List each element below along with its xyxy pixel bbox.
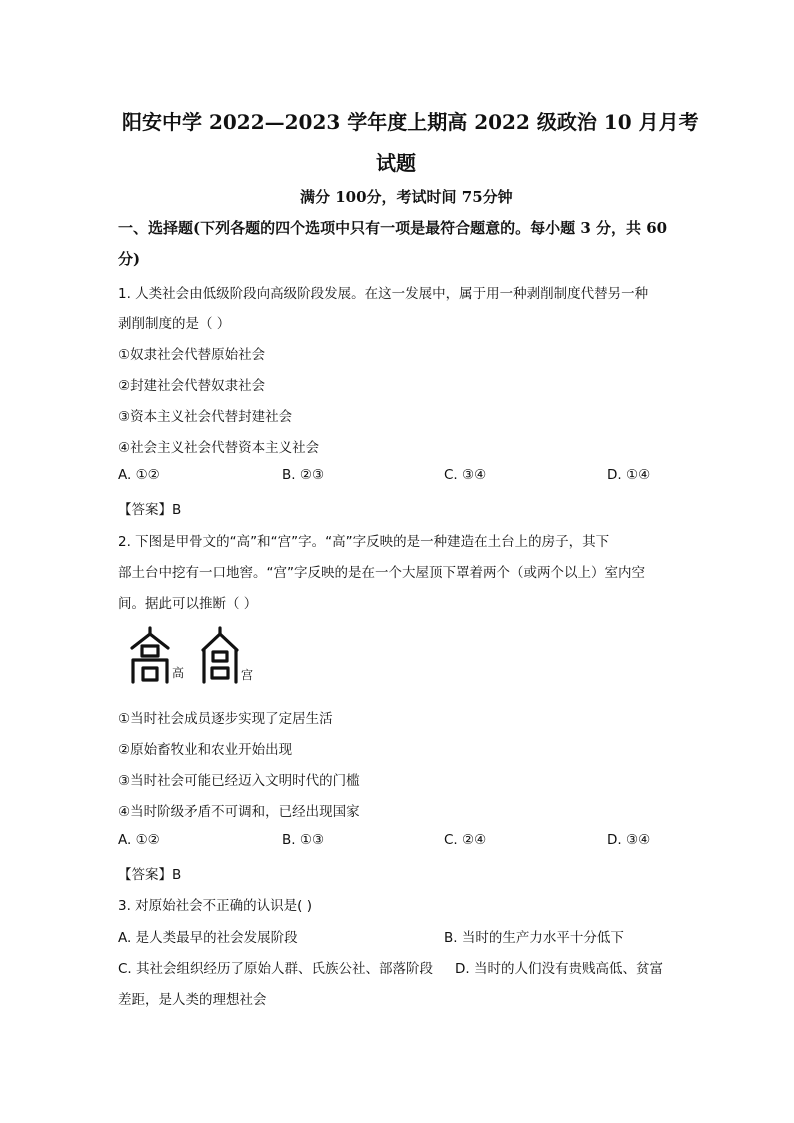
- q3-option-c: C. 其社会组织经历了原始人群、氏族公社、部落阶段: [118, 961, 434, 977]
- figure-label-gao: 高: [172, 666, 185, 680]
- q1-item-2: ②封建社会代替奴隶社会: [118, 378, 266, 394]
- page-title-line1: 阳安中学 2022—2023 学年度上期高 2022 级政治 10 月月考: [122, 110, 699, 134]
- q1-answer: 【答案】B: [118, 502, 182, 518]
- page-title-line2: 试题: [376, 151, 416, 175]
- q3-option-a: A. 是人类最早的社会发展阶段: [118, 930, 298, 946]
- q1-item-3: ③资本主义社会代替封建社会: [118, 409, 293, 425]
- q2-item-3: ③当时社会可能已经迈入文明时代的门槛: [118, 773, 360, 789]
- q2-option-b: B. ①③: [282, 832, 325, 848]
- q2-answer: 【答案】B: [118, 867, 182, 883]
- q1-item-1: ①奴隶社会代替原始社会: [118, 347, 266, 363]
- q2-option-c: C. ②④: [444, 832, 487, 848]
- q3-stem: 3. 对原始社会不正确的认识是( ): [118, 898, 312, 914]
- section-heading-line1: 一、选择题(下列各题的四个选项中只有一项是最符合题意的。每小题 3 分，共 60: [118, 219, 668, 237]
- oracle-gong-glyph-icon: [200, 626, 240, 684]
- q1-option-c: C. ③④: [444, 467, 487, 483]
- q1-option-b: B. ②③: [282, 467, 325, 483]
- q1-item-4: ④社会主义社会代替资本主义社会: [118, 440, 320, 456]
- q2-option-a: A. ①②: [118, 832, 160, 848]
- q2-stem-line1: 2. 下图是甲骨文的“高”和“宫”字。“高”字反映的是一种建造在土台上的房子，其下: [118, 534, 610, 550]
- oracle-bone-figure: [128, 624, 268, 688]
- q2-stem-line2: 部土台中挖有一口地窖。“宫”字反映的是在一个大屋顶下罩着两个（或两个以上）室内空: [118, 565, 645, 581]
- q1-stem-line1: 1. 人类社会由低级阶段向高级阶段发展。在这一发展中，属于用一种剥削制度代替另一种: [118, 286, 649, 302]
- q2-item-4: ④当时阶级矛盾不可调和，已经出现国家: [118, 804, 360, 820]
- section-heading-line2: 分): [118, 250, 141, 268]
- q2-stem-line3: 间。据此可以推断（ ）: [118, 596, 258, 612]
- q2-item-1: ①当时社会成员逐步实现了定居生活: [118, 711, 333, 727]
- figure-label-gong: 宫: [241, 668, 254, 682]
- q1-option-d: D. ①④: [607, 467, 651, 483]
- oracle-gao-glyph-icon: [128, 626, 172, 684]
- q1-stem-line2: 剥削制度的是（ ）: [118, 316, 231, 332]
- q1-option-a: A. ①②: [118, 467, 160, 483]
- q2-option-d: D. ③④: [607, 832, 651, 848]
- exam-info: 满分 100分，考试时间 75分钟: [300, 188, 513, 206]
- q3-option-b: B. 当时的生产力水平十分低下: [444, 930, 624, 946]
- q3-option-d-line2: 差距，是人类的理想社会: [118, 992, 267, 1008]
- q3-option-d-line1: D. 当时的人们没有贵贱高低、贫富: [455, 961, 663, 977]
- q2-item-2: ②原始畜牧业和农业开始出现: [118, 742, 293, 758]
